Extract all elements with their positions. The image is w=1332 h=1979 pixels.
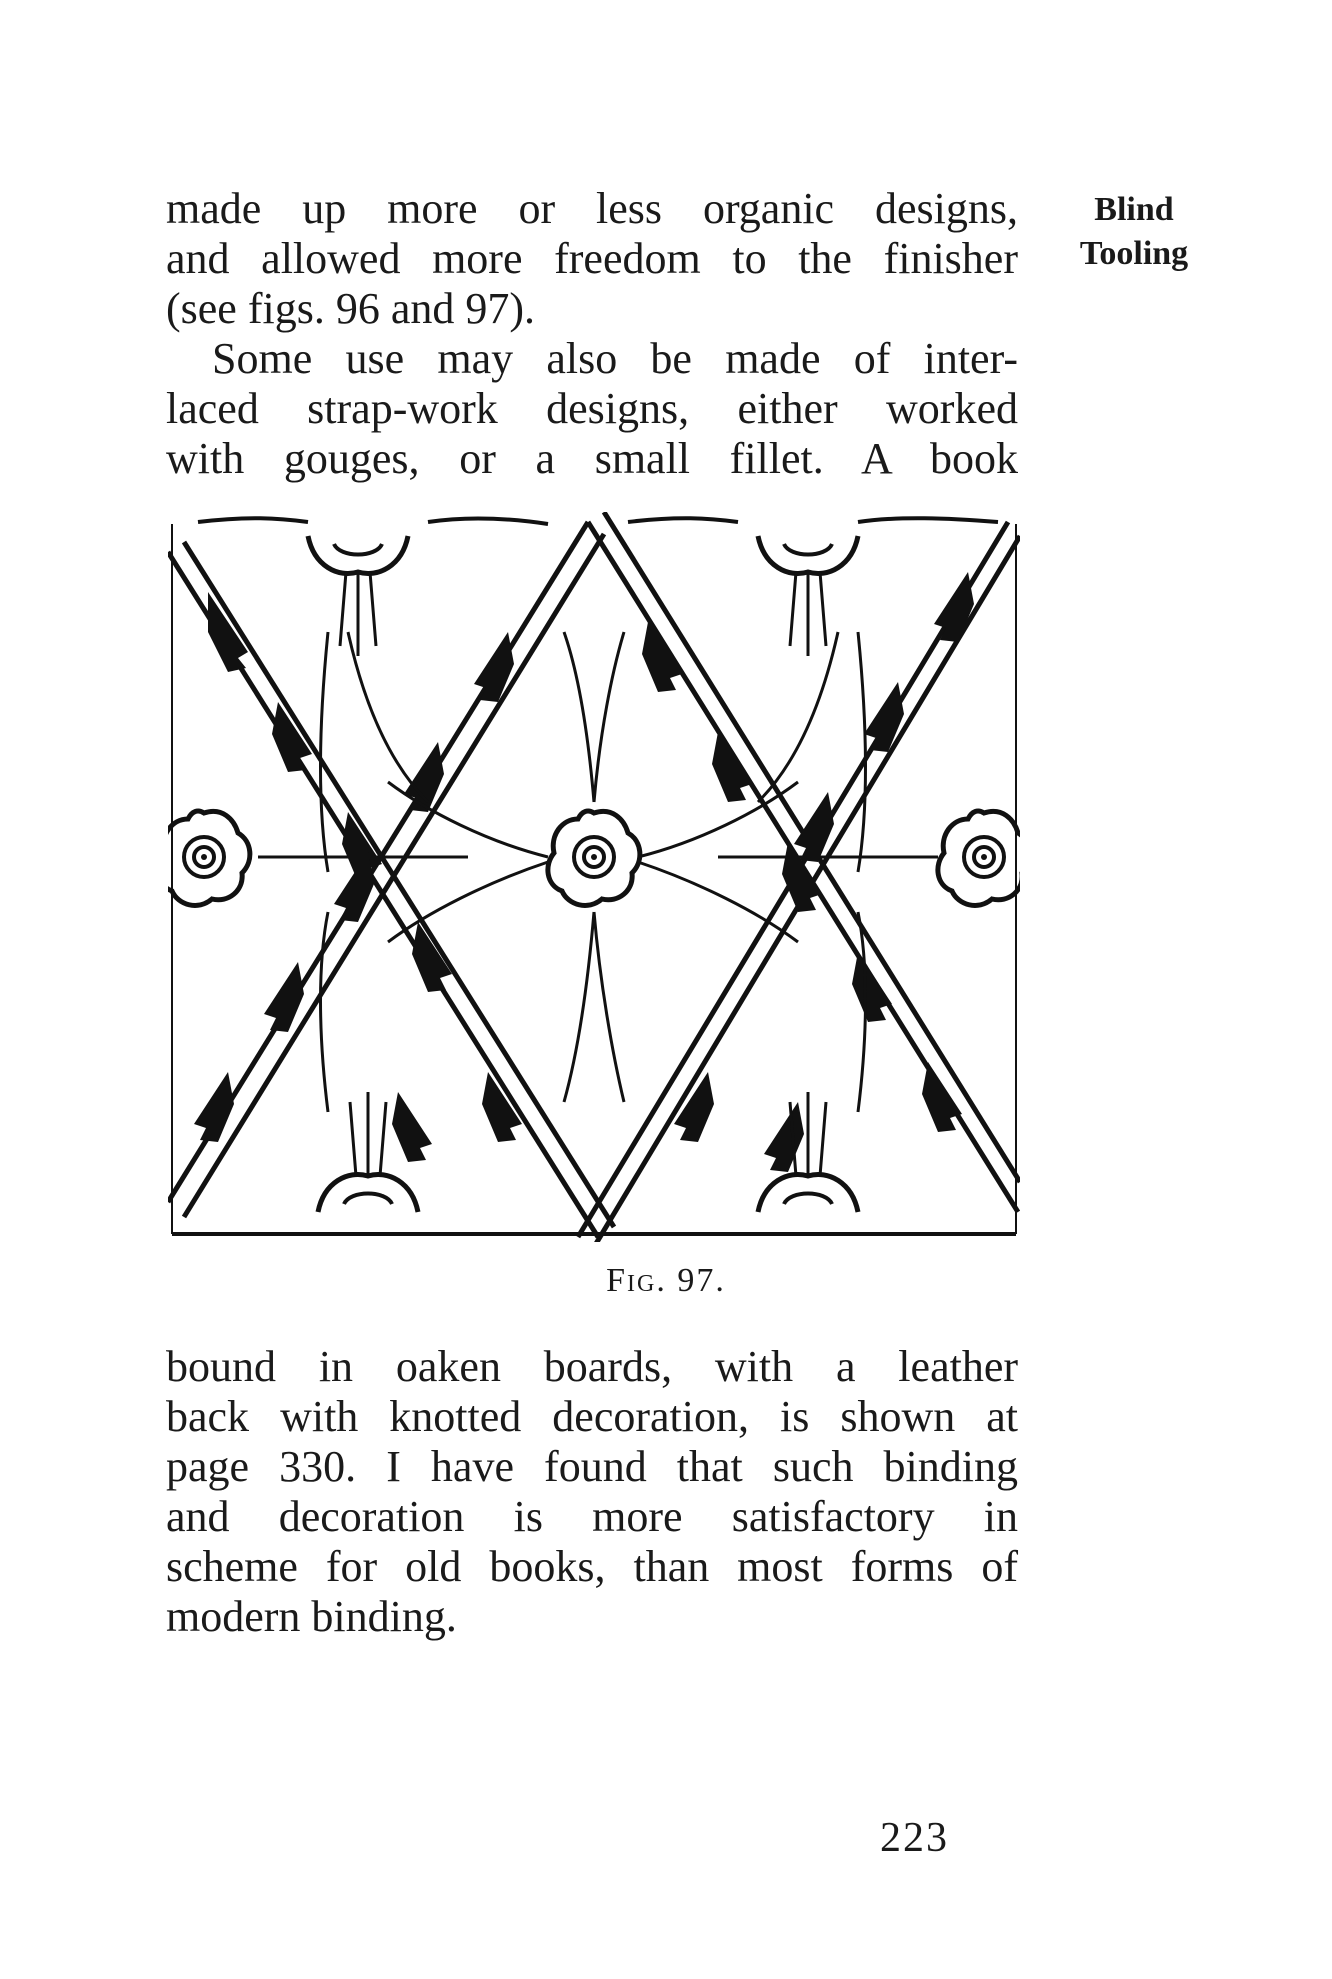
text-line: and decoration is more satisfactory in	[166, 1492, 1018, 1541]
text-line: back with knotted decoration, is shown at	[166, 1392, 1018, 1441]
margin-note-line-2: Tooling	[1079, 235, 1189, 272]
text-line: modern binding.	[166, 1592, 457, 1641]
text-line: scheme for old books, than most forms of	[166, 1542, 1018, 1591]
figure-97-illustration	[168, 512, 1020, 1242]
text-line: Some use may also be made of inter-	[212, 334, 1018, 383]
top-paragraph	[166, 184, 1018, 484]
text-line: laced strap-work designs, either worked	[166, 384, 1018, 433]
text-line: (see figs. 96 and 97).	[166, 284, 536, 333]
page-number: 223	[880, 1815, 949, 1861]
text-line: page 330. I have found that such binding	[166, 1442, 1018, 1491]
figure-caption: Fig. 97.	[606, 1262, 726, 1299]
text-line: with gouges, or a small fillet. A book	[166, 434, 1018, 483]
strapwork-pattern	[168, 512, 1020, 1242]
margin-note	[1064, 188, 1204, 276]
text-line: made up more or less organic designs,	[166, 184, 1018, 233]
margin-note-line-1: Blind	[1094, 191, 1174, 228]
bottom-paragraph	[166, 1342, 1018, 1642]
text-line: and allowed more freedom to the finisher	[166, 234, 1018, 283]
text-line: bound in oaken boards, with a leather	[166, 1342, 1018, 1391]
